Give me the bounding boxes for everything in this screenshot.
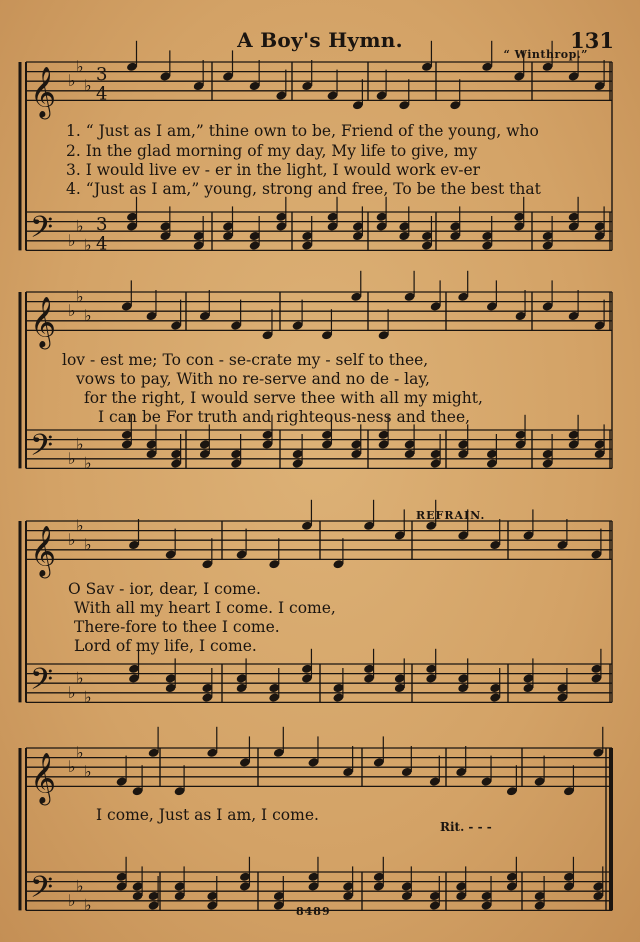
flat-sign-icon: ♭ — [68, 71, 76, 91]
bass-clef-icon: 𝄢 — [30, 210, 54, 252]
flat-sign-icon: ♭ — [76, 286, 84, 306]
time-signature-top: 3 — [96, 64, 108, 86]
hymn-title: A Boy's Hymn. — [237, 28, 403, 52]
treble-clef-icon: 𝄞 — [30, 752, 57, 804]
verse-line: 4. “Just as I am,” young, strong and free, To be the best that — [66, 180, 541, 198]
time-signature-bottom: 4 — [96, 83, 108, 105]
refrain-label: REFRAIN. — [416, 509, 486, 522]
verse-line: 2. In the glad morning of my day, My life to give, my — [66, 142, 478, 160]
verse-line: O Sav - ior, dear, I come. — [68, 580, 261, 598]
treble-clef-icon: 𝄞 — [30, 525, 57, 577]
flat-sign-icon: ♭ — [68, 230, 76, 250]
flat-sign-icon: ♭ — [76, 56, 84, 76]
flat-sign-icon: ♭ — [84, 306, 92, 325]
flat-sign-icon: ♭ — [84, 535, 92, 554]
flat-sign-icon: ♭ — [84, 453, 92, 473]
page-number: 131 — [570, 28, 614, 53]
verse-line: for the right, I would serve thee with all my might, — [84, 389, 483, 407]
verse-line: 3. I would live ev - er in the light, I would work ev-er — [66, 161, 481, 179]
flat-sign-icon: ♭ — [84, 895, 92, 915]
bass-clef-icon: 𝄢 — [30, 428, 54, 470]
flat-sign-icon: ♭ — [68, 301, 76, 321]
flat-sign-icon: ♭ — [84, 235, 92, 255]
flat-sign-icon: ♭ — [76, 668, 84, 688]
flat-sign-icon: ♭ — [84, 762, 92, 781]
verse-line: lov - est me; To con - se-crate my - self to thee, — [62, 351, 429, 369]
flat-sign-icon: ♭ — [76, 216, 84, 236]
flat-sign-icon: ♭ — [68, 448, 76, 468]
flat-sign-icon: ♭ — [76, 434, 84, 454]
treble-clef-icon: 𝄞 — [30, 66, 57, 118]
flat-sign-icon: ♭ — [76, 515, 84, 535]
flat-sign-icon: ♭ — [68, 530, 76, 550]
verse-line: 1. “ Just as I am,” thine own to be, Friend of the young, who — [66, 122, 539, 140]
verse-line: vows to pay, With no re-serve and no de - lay, — [76, 370, 430, 388]
verse-line: Lord of my life, I come. — [74, 637, 257, 655]
plate-number: 8489 — [296, 905, 331, 918]
treble-clef-icon: 𝄞 — [30, 296, 57, 348]
flat-sign-icon: ♭ — [68, 757, 76, 777]
bass-clef-icon: 𝄢 — [30, 662, 54, 704]
verse-line: I can be For truth and righteous-ness and thee, — [98, 408, 471, 426]
time-signature-top: 3 — [96, 214, 108, 236]
flat-sign-icon: ♭ — [76, 742, 84, 762]
ritardando-mark: Rit. - - - — [440, 820, 492, 834]
verse-line: There-fore to thee I come. — [74, 618, 280, 636]
flat-sign-icon: ♭ — [68, 682, 76, 702]
bass-clef-icon: 𝄢 — [30, 870, 54, 912]
flat-sign-icon: ♭ — [76, 876, 84, 896]
flat-sign-icon: ♭ — [84, 76, 92, 95]
flat-sign-icon: ♭ — [68, 890, 76, 910]
tune-name: “ Winthrop.” — [503, 48, 588, 61]
verse-line: I come, Just as I am, I come. — [96, 806, 319, 824]
flat-sign-icon: ♭ — [84, 687, 92, 707]
time-signature-bottom: 4 — [96, 233, 108, 255]
verse-line: With all my heart I come. I come, — [74, 599, 336, 617]
